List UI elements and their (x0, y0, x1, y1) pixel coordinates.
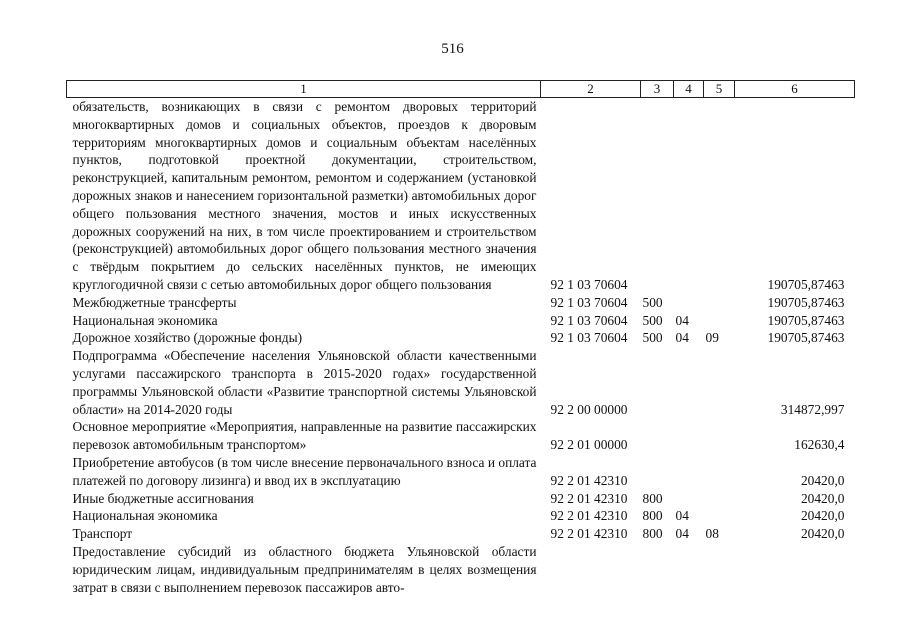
row-vr-code: 500 (642, 330, 663, 346)
row-csr-code: 92 2 01 00000 (550, 437, 628, 453)
column-header-pr: 5 (704, 81, 735, 98)
row-csr-code: 92 2 01 42310 (550, 490, 628, 506)
row-vr-code: 800 (642, 508, 663, 524)
row-vr-code (641, 543, 674, 596)
table-row (67, 454, 855, 490)
table-row (67, 525, 855, 543)
row-vr-code (641, 98, 674, 294)
row-amount: 20420,0 (800, 526, 845, 542)
row-vr-code (641, 347, 674, 418)
row-csr-code: 92 2 01 42310 (550, 508, 628, 524)
row-amount: 190705,87463 (767, 330, 845, 346)
row-vr-code: 500 (642, 312, 663, 328)
row-pr-code (704, 490, 735, 508)
column-header-description: 1 (67, 81, 541, 98)
row-pr-code (704, 454, 735, 490)
table-row (67, 294, 855, 312)
table-row (67, 329, 855, 347)
table-row (67, 347, 855, 418)
row-description: Национальная экономика (72, 508, 218, 524)
row-rz-code: 04 (675, 330, 689, 346)
row-description: Подпрограмма «Обеспечение населения Ульяновской области качественными услугами пассажирского транспорта в 2015-2020 годах» государственной программы Ульяновской области «Развитие транспортной системы Ульяновской области» на 2014-2020 годы (72, 348, 537, 417)
row-pr-code (704, 312, 735, 330)
row-pr-code (704, 347, 735, 418)
table-row (67, 418, 855, 454)
row-vr-code: 800 (642, 490, 663, 506)
row-rz-code (674, 98, 704, 294)
row-rz-code (674, 490, 704, 508)
row-pr-code (704, 98, 735, 294)
budget-table (66, 80, 855, 596)
row-pr-code (704, 418, 735, 454)
table-row (67, 98, 855, 294)
row-rz-code (674, 347, 704, 418)
row-csr-code: 92 1 03 70604 (550, 294, 628, 310)
row-rz-code: 04 (675, 312, 689, 328)
row-vr-code: 800 (642, 526, 663, 542)
row-description: обязательств, возникающих в связи с ремонтом дворовых территорий многоквартирных домов и социальных объектов, проездов к дворовым территориям многоквартирных домов и социальным объектам населённых пунктов, подготовкой проектной документации, строительством, реконструкцией, капитальным ремонтом, ремонтом и содержанием (установкой дорожных знаков и нанесением горизонтальной разметки) автомобильных дорог общего пользования местного значения, мостов и иных искусственных дорожных сооружений на них, в том числе проектированием и строительством (реконструкцией) автомобильных дорог общего пользования местного значения с твёрдым покрытием до сельских населённых пунктов, не имеющих круглогодичной связи с сетью автомобильных дорог общего пользования (72, 99, 537, 292)
row-description: Дорожное хозяйство (дорожные фонды) (72, 330, 303, 346)
row-vr-code (641, 454, 674, 490)
row-amount (735, 543, 855, 596)
column-header-csr: 2 (541, 81, 641, 98)
row-csr-code: 92 2 00 00000 (550, 401, 628, 417)
row-amount: 20420,0 (800, 472, 845, 488)
row-description: Приобретение автобусов (в том числе внесение первоначального взноса и оплата платежей по договору лизинга) и ввод их в эксплуатацию (72, 454, 537, 488)
row-amount: 20420,0 (800, 508, 845, 524)
row-rz-code (674, 294, 704, 312)
row-description: Транспорт (72, 526, 133, 542)
row-pr-code (704, 507, 735, 525)
row-amount: 190705,87463 (767, 312, 845, 328)
row-rz-code (674, 543, 704, 596)
row-csr-code: 92 2 01 42310 (550, 472, 628, 488)
table-row (67, 312, 855, 330)
row-vr-code (641, 418, 674, 454)
table-row (67, 543, 855, 596)
row-amount: 162630,4 (794, 437, 845, 453)
row-description: Иные бюджетные ассигнования (72, 490, 254, 506)
row-pr-code (704, 294, 735, 312)
column-header-vr: 3 (641, 81, 674, 98)
row-rz-code (674, 418, 704, 454)
table-row (67, 507, 855, 525)
row-pr-code: 08 (705, 526, 719, 542)
row-csr-code: 92 1 03 70604 (550, 312, 628, 328)
row-csr-code: 92 1 03 70604 (550, 276, 628, 292)
row-amount: 20420,0 (800, 490, 845, 506)
row-vr-code: 500 (642, 294, 663, 310)
page-number: 516 (441, 41, 464, 57)
row-amount: 314872,997 (780, 401, 845, 417)
table-row (67, 490, 855, 508)
row-csr-code (541, 543, 641, 596)
row-rz-code: 04 (675, 508, 689, 524)
row-description: Национальная экономика (72, 312, 218, 328)
row-pr-code (704, 543, 735, 596)
row-csr-code: 92 2 01 42310 (550, 526, 628, 542)
column-header-rz: 4 (674, 81, 704, 98)
row-rz-code: 04 (675, 526, 689, 542)
row-csr-code: 92 1 03 70604 (550, 330, 628, 346)
column-header-amount: 6 (735, 81, 855, 98)
row-rz-code (674, 454, 704, 490)
row-description: Предоставление субсидий из областного бюджета Ульяновской области юридическим лицам, индивидуальным предпринимателям в целях возмещения затрат в связи с выполнением перевозок пассажиров авто- (72, 543, 537, 595)
row-description: Основное мероприятие «Мероприятия, направленные на развитие пассажирских перевозок автомобильным транспортом» (72, 419, 537, 453)
row-amount: 190705,87463 (767, 276, 845, 292)
row-amount: 190705,87463 (767, 294, 845, 310)
row-pr-code: 09 (705, 330, 719, 346)
row-description: Межбюджетные трансферты (72, 294, 237, 310)
table-header-row (67, 81, 855, 98)
